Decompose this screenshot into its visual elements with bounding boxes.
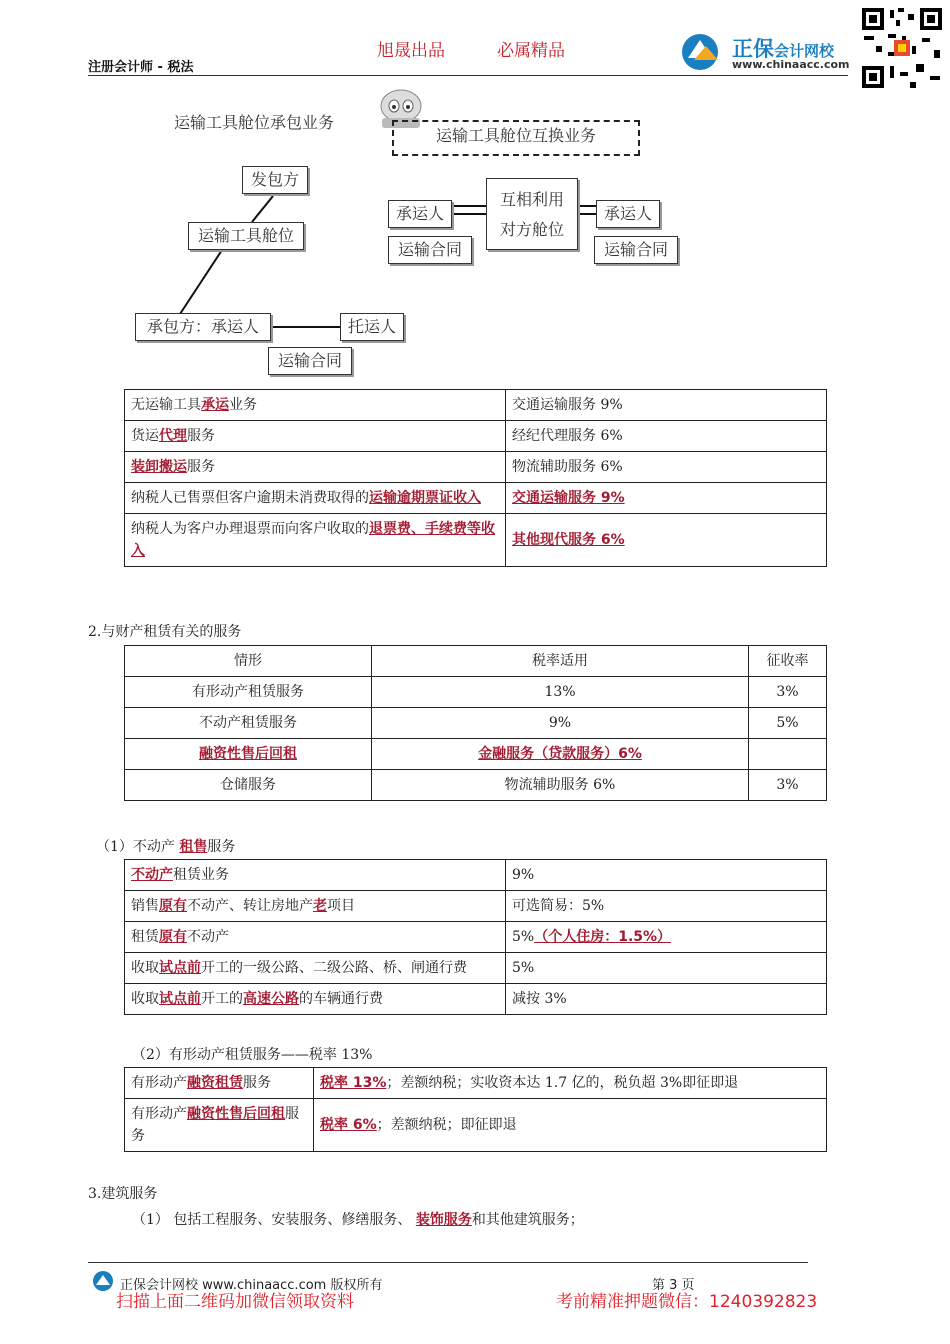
real-estate-table	[124, 859, 827, 1015]
cell-text: 开工的	[201, 991, 243, 1007]
cell-text: 收取	[131, 960, 159, 976]
footer-promo-left: 扫描上面二维码加微信领取资料	[116, 1292, 354, 1312]
highlight-text: 其他现代服务 6%	[512, 532, 625, 548]
table-row	[125, 1099, 827, 1152]
cell-text: 服务	[187, 428, 215, 444]
table-cell: 可选简易：5%	[506, 891, 827, 922]
table-cell: 交通运输服务 9%	[506, 390, 827, 421]
box-contract-right: 运输合同	[594, 236, 678, 264]
table-row	[125, 860, 827, 891]
table-cell: 13%	[372, 677, 749, 708]
table-cell: 5%	[749, 708, 827, 739]
cell-text: 无运输工具	[131, 397, 201, 413]
slogan-left: 旭晟出品	[377, 41, 445, 61]
line-text: 和其他建筑服务；	[471, 1212, 584, 1228]
column-header: 税率适用	[372, 646, 749, 677]
table-row	[125, 421, 827, 452]
table-cell	[125, 452, 506, 483]
box-contract-left: 运输合同	[388, 236, 472, 264]
cell-text: 服务	[243, 1075, 271, 1091]
table-cell	[506, 514, 827, 567]
box-chengbaofang: 承包方：承运人	[135, 313, 271, 341]
cell-text: 的车辆通行费	[299, 991, 383, 1007]
table-cell	[125, 1068, 314, 1099]
box-left-contract: 运输合同	[268, 347, 352, 375]
center-line-2: 对方舱位	[499, 220, 564, 239]
cell-text: 项目	[327, 898, 355, 914]
footer-page-number: 第 3 页	[652, 1278, 695, 1293]
highlight-text: 融资性售后回租	[199, 746, 297, 762]
table-cell	[125, 1099, 314, 1152]
highlight-text: 原有	[159, 929, 187, 945]
table-cell: 仓储服务	[125, 770, 372, 801]
line-text: （1） 包括工程服务、安装服务、修缮服务、	[132, 1212, 416, 1228]
highlight-text: 租售	[179, 839, 208, 855]
table-row	[125, 677, 827, 708]
highlight-text: 融资租赁	[187, 1075, 243, 1091]
table-cell: 5%	[506, 953, 827, 984]
table-cell	[125, 390, 506, 421]
highlight-text: 老	[313, 898, 327, 914]
column-header: 征收率	[749, 646, 827, 677]
cell-text: 开工的一级公路、二级公路、桥、闸通行费	[201, 960, 467, 976]
table-cell	[125, 891, 506, 922]
section-3-line	[132, 1209, 584, 1229]
table-cell: 3%	[749, 770, 827, 801]
diagram-right-title: 运输工具舱位互换业务	[392, 120, 640, 156]
box-tuoyunren: 托运人	[340, 313, 404, 341]
cell-text: 不动产、转让房地产	[187, 898, 313, 914]
table-cell	[125, 739, 372, 770]
highlight-text: 承运	[201, 397, 229, 413]
table-cell	[125, 984, 506, 1015]
table-cell: 9%	[372, 708, 749, 739]
highlight-text: 运输逾期票证收入	[369, 490, 481, 506]
table-cell	[372, 739, 749, 770]
table-row	[125, 1068, 827, 1099]
table-row	[125, 739, 827, 770]
movable-lease-table	[124, 1067, 827, 1152]
highlight-text: 融资性售后回租	[187, 1106, 285, 1122]
table-row	[125, 514, 827, 567]
section-2-heading: 2.与财产租赁有关的服务	[88, 624, 242, 640]
cell-text: 纳税人为客户办理退票而向客户收取的	[131, 521, 369, 537]
lease-services-table	[124, 645, 827, 801]
brand-url: www.chinaacc.com	[732, 58, 850, 71]
connector-line	[252, 196, 273, 222]
highlight-text: 税率 13%	[320, 1075, 387, 1091]
table-cell: 3%	[749, 677, 827, 708]
sub-2-heading: （2）有形动产租赁服务——税率 13%	[132, 1047, 373, 1063]
table-cell	[125, 860, 506, 891]
table-cell	[125, 421, 506, 452]
box-carrier-left: 承运人	[388, 200, 452, 228]
doc-title: 注册会计师 - 税法	[88, 60, 194, 75]
table-cell	[125, 483, 506, 514]
cell-text: 业务	[229, 397, 257, 413]
footer-logo-icon	[92, 1270, 114, 1292]
highlight-text: 原有	[159, 898, 187, 914]
table-cell: 不动产租赁服务	[125, 708, 372, 739]
column-header: 情形	[125, 646, 372, 677]
highlight-text: 金融服务（贷款服务）6%	[478, 746, 642, 762]
highlight-text: 税率 6%	[320, 1117, 377, 1133]
cell-text: 收取	[131, 991, 159, 1007]
diagram-left-title: 运输工具舱位承包业务	[174, 113, 335, 132]
connector-line	[180, 250, 222, 314]
highlight-text: 不动产	[131, 867, 173, 883]
table-cell: 有形动产租赁服务	[125, 677, 372, 708]
box-center	[486, 178, 578, 250]
cell-text: ；差额纳税；即征即退	[376, 1117, 517, 1133]
brand-name-sub: 会计网校	[774, 42, 835, 60]
table-cell	[125, 922, 506, 953]
brand-name-main: 正保	[732, 37, 774, 61]
table-header-row	[125, 646, 827, 677]
table-cell: 物流辅助服务 6%	[506, 452, 827, 483]
heading-text: 服务	[207, 839, 236, 855]
table-row	[125, 953, 827, 984]
table-row	[125, 708, 827, 739]
table-row	[125, 483, 827, 514]
cell-text: 有形动产	[131, 1106, 187, 1122]
center-line-1: 互相利用	[499, 190, 564, 209]
box-cangwei: 运输工具舱位	[188, 222, 304, 250]
slogan-right: 必属精品	[497, 41, 565, 61]
table-row	[125, 452, 827, 483]
cell-text: 纳税人已售票但客户逾期未消费取得的	[131, 490, 369, 506]
highlight-text: 装卸搬运	[131, 459, 187, 475]
table-cell	[314, 1099, 827, 1152]
cell-text: 货运	[131, 428, 159, 444]
highlight-text: 交通运输服务 9%	[512, 490, 625, 506]
footer-promo-right: 考前精准押题微信：1240392823	[556, 1292, 818, 1312]
table-cell: 物流辅助服务 6%	[372, 770, 749, 801]
cell-text: 不动产	[187, 929, 229, 945]
cell-text: 服务	[131, 1106, 299, 1144]
table-row	[125, 390, 827, 421]
box-fabaofang: 发包方	[242, 166, 308, 194]
table-row	[125, 770, 827, 801]
cell-text: 服务	[187, 459, 215, 475]
highlight-text: （个人住房：1.5%）	[534, 929, 672, 945]
highlight-text: 装饰服务	[415, 1212, 472, 1228]
table-row	[125, 922, 827, 953]
table-row	[125, 984, 827, 1015]
box-carrier-right: 承运人	[596, 200, 660, 228]
footer-rule	[88, 1262, 808, 1263]
table-cell	[749, 739, 827, 770]
highlight-text: 退票费、手续费等收入	[131, 521, 495, 559]
heading-text: （1）不动产	[96, 839, 180, 855]
table-cell: 经纪代理服务 6%	[506, 421, 827, 452]
highlight-text: 试点前	[159, 991, 201, 1007]
table-cell	[125, 953, 506, 984]
table-cell: 9%	[506, 860, 827, 891]
cell-text: 租赁业务	[173, 867, 229, 883]
transport-services-table	[124, 389, 827, 567]
table-cell: 减按 3%	[506, 984, 827, 1015]
cell-text: 5%	[512, 929, 535, 945]
table-row	[125, 891, 827, 922]
highlight-text: 高速公路	[243, 991, 299, 1007]
table-cell	[125, 514, 506, 567]
table-cell	[506, 922, 827, 953]
sub-1-heading	[96, 836, 235, 856]
highlight-text: 试点前	[159, 960, 201, 976]
highlight-text: 代理	[159, 428, 187, 444]
cell-text: 有形动产	[131, 1075, 187, 1091]
table-cell	[506, 483, 827, 514]
cell-text: ；差额纳税；实收资本达 1.7 亿的，税负超 3%即征即退	[386, 1075, 739, 1091]
footer-copyright: 正保会计网校 www.chinaacc.com 版权所有	[120, 1278, 383, 1293]
cell-text: 销售	[131, 898, 159, 914]
cell-text: 租赁	[131, 929, 159, 945]
section-3-heading: 3.建筑服务	[88, 1186, 158, 1202]
table-cell	[314, 1068, 827, 1099]
